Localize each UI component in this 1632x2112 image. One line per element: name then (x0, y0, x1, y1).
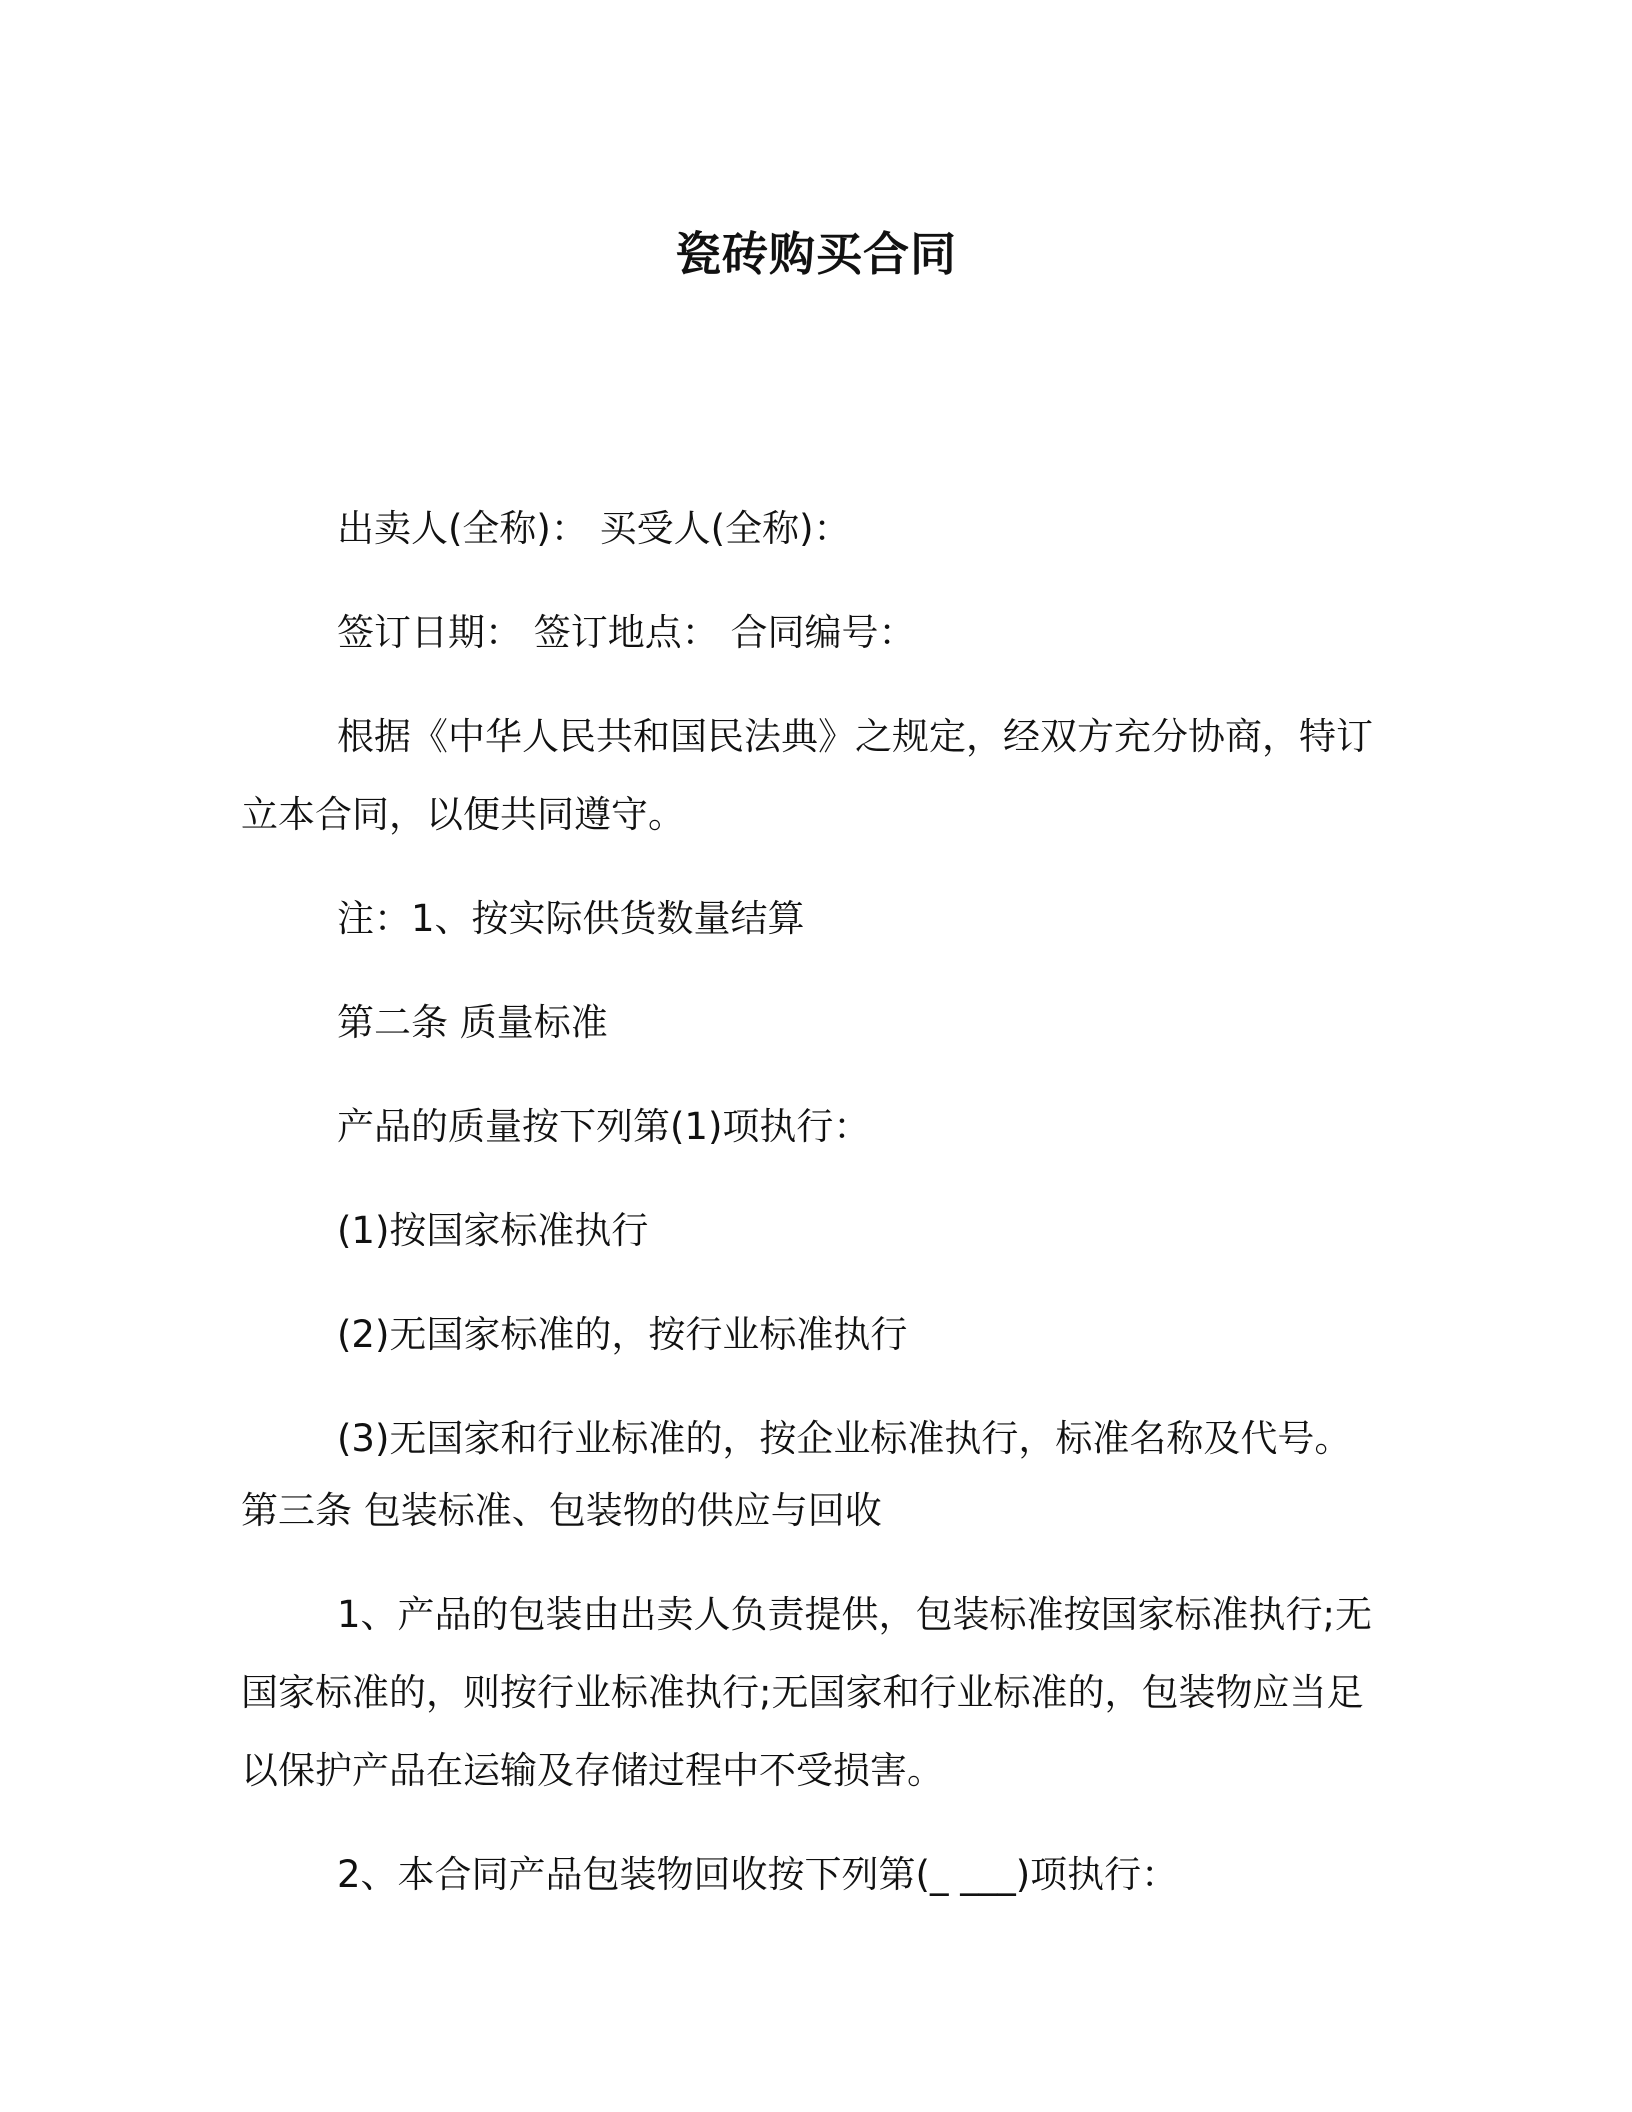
note-line: 注：1、按实际供货数量结算 (337, 897, 805, 940)
packaging-clause-line-2: 国家标准的，则按行业标准执行;无国家和行业标准的，包装物应当足 (241, 1671, 1364, 1714)
quality-option-1: (1)按国家标准执行 (337, 1209, 649, 1252)
packaging-recovery-clause: 2、本合同产品包装物回收按下列第(_ ___)项执行： (337, 1853, 1179, 1896)
preamble-line-1: 根据《中华人民共和国民法典》之规定，经双方充分协商，特订 (337, 715, 1373, 758)
quality-option-2: (2)无国家标准的，按行业标准执行 (337, 1313, 908, 1356)
quality-option-3: (3)无国家和行业标准的，按企业标准执行，标准名称及代号。 (337, 1417, 1352, 1460)
packaging-clause-line-3: 以保护产品在运输及存储过程中不受损害。 (241, 1749, 944, 1792)
signing-info-line: 签订日期： 签订地点： 合同编号： (337, 611, 916, 654)
article-2-heading: 第二条 质量标准 (337, 1001, 608, 1044)
parties-line: 出卖人(全称)： 买受人(全称)： (337, 507, 851, 550)
preamble-line-2: 立本合同，以便共同遵守。 (241, 793, 685, 836)
packaging-clause-line-1: 1、产品的包装由出卖人负责提供，包装标准按国家标准执行;无 (337, 1593, 1373, 1636)
quality-clause: 产品的质量按下列第(1)项执行： (337, 1105, 871, 1148)
document-body (241, 490, 1386, 1914)
document-title: 瓷砖购买合同 (675, 227, 957, 281)
article-3-heading: 第三条 包装标准、包装物的供应与回收 (241, 1489, 882, 1532)
